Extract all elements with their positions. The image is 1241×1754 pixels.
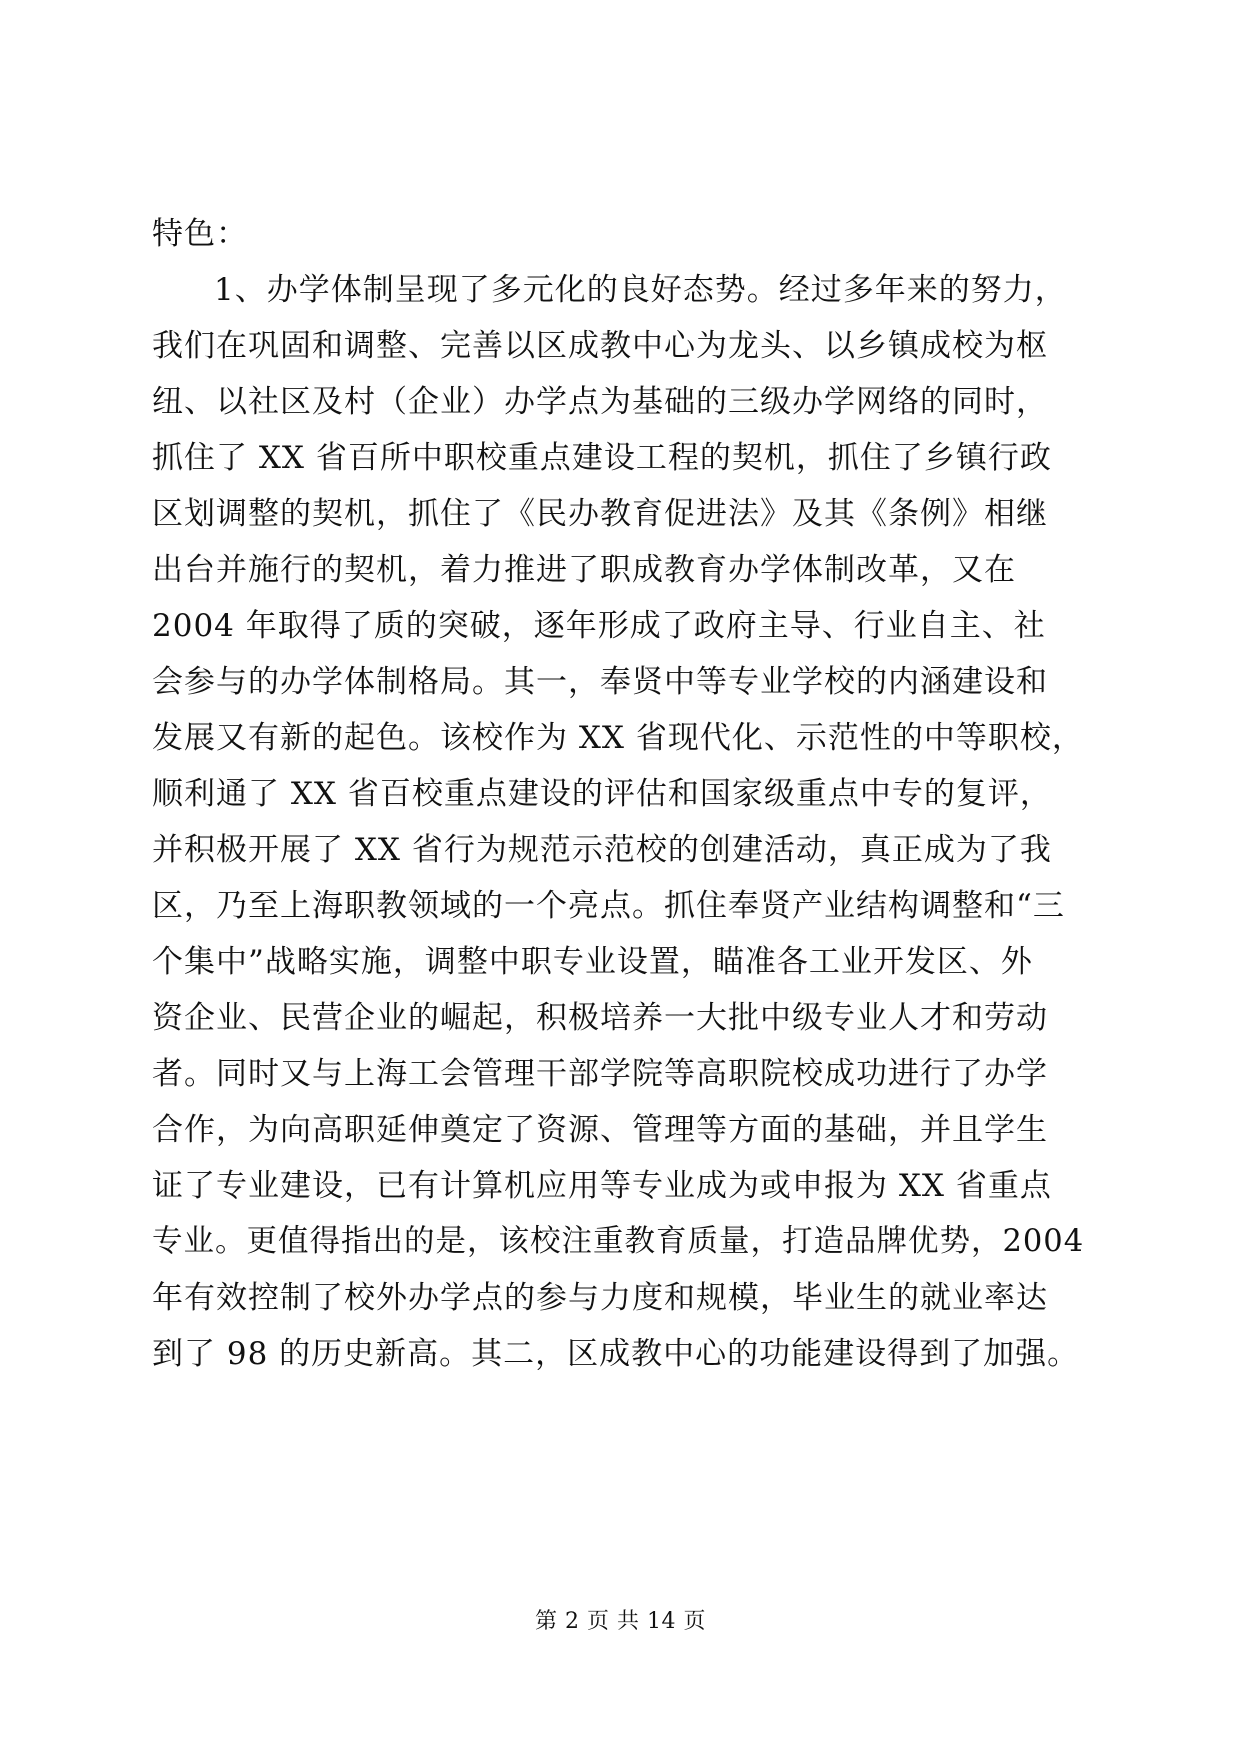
body-line: 我们在巩固和调整、完善以区成教中心为龙头、以乡镇成校为枢 [152,328,1048,364]
body-line: 区，乃至上海职教领域的一个亮点。抓住奉贤产业结构调整和“三 [152,888,1065,924]
body-line: 出台并施行的契机，着力推进了职成教育办学体制改革，又在 [152,552,1016,588]
body-line: 顺利通了 XX 省百校重点建设的评估和国家级重点中专的复评， [152,776,1052,812]
body-line: 资企业、民营企业的崛起，积极培养一大批中级专业人才和劳动 [152,1000,1048,1036]
body-line: 专业。更值得指出的是，该校注重教育质量，打造品牌优势，2004 [152,1224,1085,1259]
body-line: 纽、以社区及村（企业）办学点为基础的三级办学网络的同时， [152,384,1048,420]
page-number-footer: 第 2 页 共 14 页 [535,1609,706,1634]
body-line: 年有效控制了校外办学点的参与力度和规模，毕业生的就业率达 [152,1280,1048,1316]
body-line: 合作，为向高职延伸奠定了资源、管理等方面的基础，并且学生 [152,1112,1048,1148]
body-line: 区划调整的契机，抓住了《民办教育促进法》及其《条例》相继 [152,496,1048,532]
body-line: 个集中”战略实施，调整中职专业设置，瞄准各工业开发区、外 [152,944,1033,980]
body-line: 发展又有新的起色。该校作为 XX 省现代化、示范性的中等职校， [152,720,1084,756]
body-line: 1、办学体制呈现了多元化的良好态势。经过多年来的努力， [214,272,1067,308]
body-line: 到了 98 的历史新高。其二，区成教中心的功能建设得到了加强。 [152,1336,1080,1372]
body-line: 证了专业建设，已有计算机应用等专业成为或申报为 XX 省重点 [152,1168,1052,1204]
body-line: 会参与的办学体制格局。其一，奉贤中等专业学校的内涵建设和 [152,664,1048,700]
body-line: 并积极开展了 XX 省行为规范示范校的创建活动，真正成为了我 [152,832,1052,868]
body-line: 2004 年取得了质的突破，逐年形成了政府主导、行业自主、社 [152,608,1046,644]
body-line: 抓住了 XX 省百所中职校重点建设工程的契机，抓住了乡镇行政 [152,440,1052,476]
body-line: 者。同时又与上海工会管理干部学院等高职院校成功进行了办学 [152,1056,1048,1092]
body-line: 特色： [152,216,248,252]
